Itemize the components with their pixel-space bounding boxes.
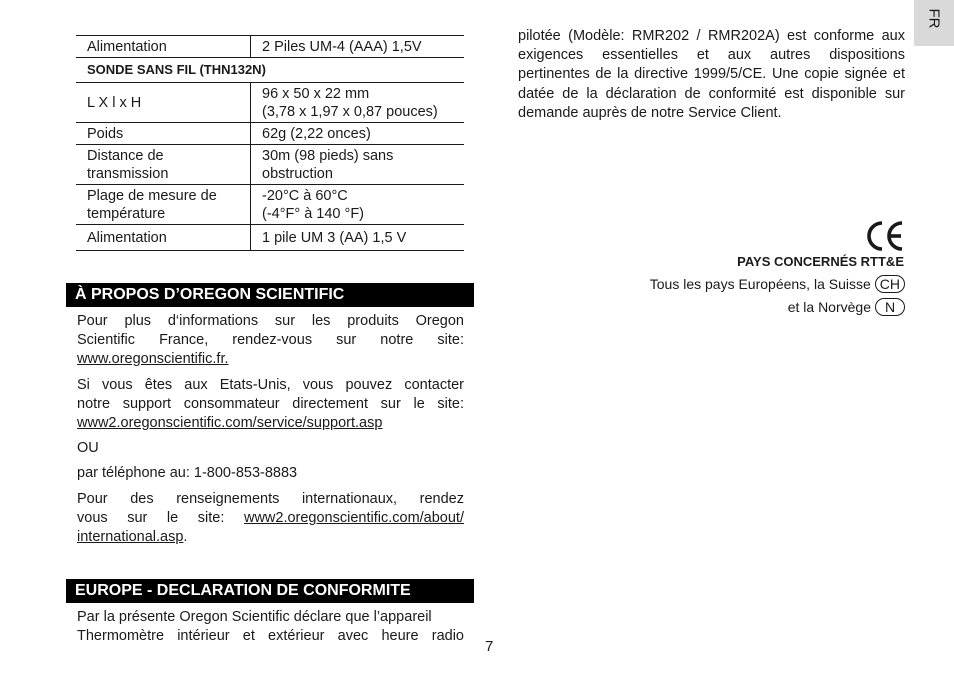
spec-value-line: (3,78 x 1,97 x 0,87 pouces) <box>262 104 438 120</box>
spec-table <box>76 35 464 251</box>
europe-heading: EUROPE - DECLARATION DE CONFORMITE <box>66 579 474 603</box>
international-link-continued[interactable]: international.asp <box>77 529 184 545</box>
spec-value-line: 30m (98 pieds) sans <box>262 148 394 164</box>
spec-value <box>251 145 465 185</box>
about-heading: À PROPOS D’OREGON SCIENTIFIC <box>66 283 474 307</box>
spec-value-line: 96 x 50 x 22 mm <box>262 86 370 102</box>
phone-text: par téléphone au: 1-800-853-8883 <box>77 465 298 481</box>
table-row <box>76 36 464 58</box>
table-row <box>76 185 464 225</box>
table-row <box>76 83 464 123</box>
about-paragraph-1 <box>77 312 464 369</box>
text-line: Scientific France, rendez-vous sur notre site: <box>77 332 464 348</box>
countries-text: et la Norvège <box>787 299 871 315</box>
spec-label <box>76 185 251 225</box>
countries-text: Tous les pays Européens, la Suisse <box>649 276 871 292</box>
about-paragraph-3 <box>77 490 464 547</box>
spec-value <box>251 185 465 225</box>
text-line: notre support consommateur directement sur le site: <box>77 396 464 412</box>
text-fragment: . <box>183 529 188 545</box>
europe-paragraph <box>77 608 464 646</box>
spec-label-line: transmission <box>87 166 169 182</box>
table-section-row <box>76 58 464 83</box>
support-link[interactable]: www2.oregonscientific.com/service/support.asp <box>77 415 383 431</box>
spec-value-line: obstruction <box>262 166 333 182</box>
spec-label: L X l x H <box>76 83 251 123</box>
international-link[interactable]: www2.oregonscientific.com/about/ <box>243 510 464 526</box>
countries-line <box>650 275 905 293</box>
conformity-paragraph: pilotée (Modèle: RMR202 / RMR202A) est conforme aux exigences essentielles et aux autres dispositions pertinentes de la directive 1999/5/CE. Une copie signée et datée de la déclaration de conformité est disponible sur demande auprès de notre Service Client. <box>518 28 905 121</box>
text-line: Si vous êtes aux Etats-Unis, vous pouvez contacter <box>77 377 464 393</box>
text-line: Pour des renseignements internationaux, rendez <box>77 491 464 507</box>
spec-section-title: SONDE SANS FIL (THN132N) <box>76 58 464 83</box>
spec-value-line: (-4°F° à 140 °F) <box>262 206 365 222</box>
countries-title: PAYS CONCERNÉS RTT&E <box>737 254 904 269</box>
spec-value: 62g (2,22 onces) <box>251 123 465 145</box>
language-tab-label: FR <box>925 8 943 29</box>
spec-value-line: -20°C à 60°C <box>262 188 348 204</box>
text-line <box>77 509 464 528</box>
text-fragment: vous sur le site: <box>77 510 244 526</box>
country-badge-n: N <box>875 298 905 316</box>
spec-label-line: température <box>87 206 166 222</box>
text-line: Par la présente Oregon Scientific déclare que l’appareil <box>77 609 432 625</box>
spec-label: Alimentation <box>76 225 251 251</box>
about-paragraph-2 <box>77 376 464 433</box>
spec-label-line: Distance de <box>87 148 164 164</box>
spec-label: Poids <box>76 123 251 145</box>
table-row <box>76 225 464 251</box>
text-line: Pour plus d‘informations sur les produits Oregon <box>77 313 464 329</box>
spec-value: 1 pile UM 3 (AA) 1,5 V <box>251 225 465 251</box>
countries-line <box>788 298 905 316</box>
oregon-fr-link[interactable]: www.oregonscientific.fr. <box>77 351 229 367</box>
table-row <box>76 123 464 145</box>
text-line: Thermomètre intérieur et extérieur avec heure radio <box>77 628 464 644</box>
or-text: OU <box>77 440 99 456</box>
spec-label: Alimentation <box>76 36 251 58</box>
spec-value: 2 Piles UM-4 (AAA) 1,5V <box>251 36 465 58</box>
language-tab <box>914 0 954 46</box>
spec-value <box>251 83 465 123</box>
spec-label <box>76 145 251 185</box>
page-number: 7 <box>485 638 494 655</box>
ce-mark-icon <box>864 219 906 253</box>
table-row <box>76 145 464 185</box>
spec-label-line: Plage de mesure de <box>87 188 217 204</box>
country-badge-ch: CH <box>875 275 905 293</box>
